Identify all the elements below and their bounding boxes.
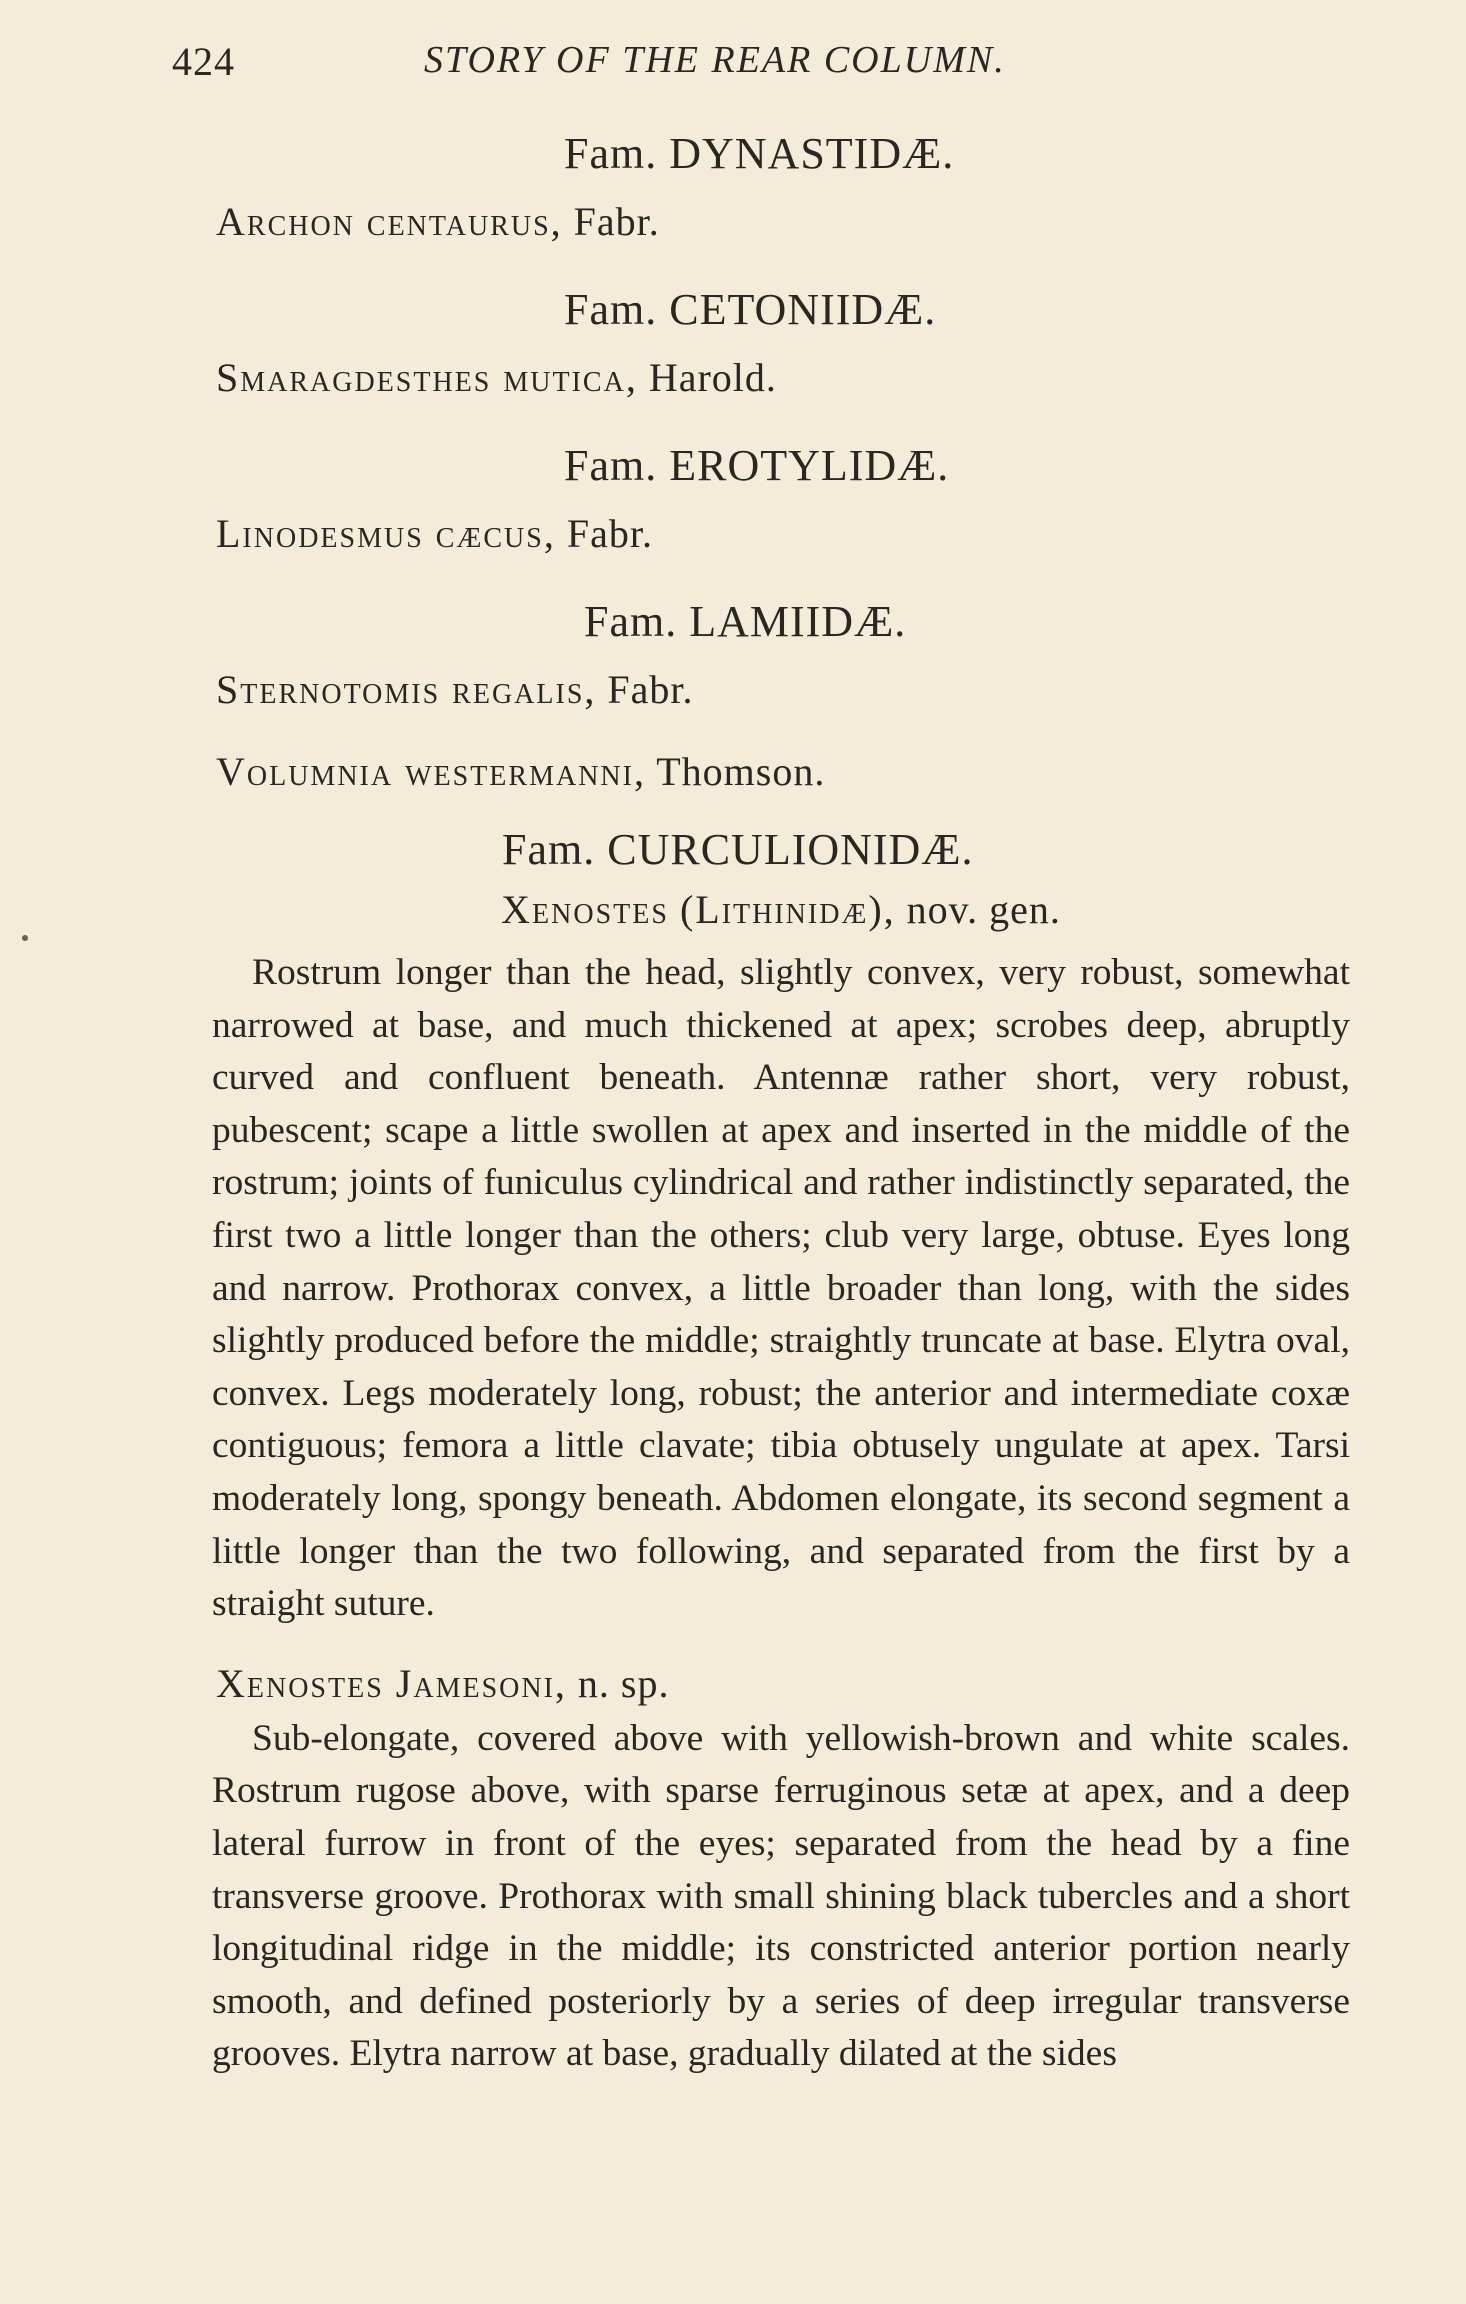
family-section <box>212 821 1350 2081</box>
running-title: STORY OF THE REAR COLUMN. <box>424 39 1006 81</box>
species-entry <box>212 745 1350 799</box>
family-section <box>212 593 1350 799</box>
species-name: Smaragdesthes mutica, <box>216 355 638 400</box>
genus-status: nov. gen. <box>906 887 1061 932</box>
species-name: Volumnia westermanni, <box>216 749 646 794</box>
genus-group: (Lithinidæ), <box>679 887 896 932</box>
species-author: Harold. <box>648 355 777 400</box>
species-entry <box>212 507 1350 561</box>
species-entry <box>212 663 1350 717</box>
species-author: Thomson. <box>656 749 826 794</box>
species-entry <box>212 195 1350 249</box>
page-number: 424 <box>172 39 235 84</box>
species-description: Sub-elongate, covered above with yellowish-brown and white scales. Rostrum rugose above, with sparse ferruginous setæ at apex, and a deep lateral furrow in front of the eyes; separated from the head by a fine transverse groove. Prothorax with small shining black tubercles and a short longitudinal ridge in the middle; its constricted anterior portion nearly smooth, and defined posteriorly by a series of deep irregular transverse grooves. Elytra narrow at base, gradually dilated at the sides <box>212 1717 1350 2075</box>
family-section <box>212 437 1350 561</box>
species-status: n. sp. <box>577 1660 670 1706</box>
genus-description: Rostrum longer than the head, slightly convex, very robust, somewhat narrowed at base, and much thickened at apex; scrobes deep, abruptly curved and confluent beneath. Antennæ rather short, very robust, pubescent; scape a little swollen at apex and inserted in the middle of the rostrum; joints of funiculus cylindrical and rather indistinctly separated, the first two a little longer than the others; club very large, obtuse. Eyes long and narrow. Prothorax convex, a little broader than long, with the sides slightly produced before the middle; straightly truncate at base. Elytra oval, convex. Legs moderately long, robust; the anterior and intermediate coxæ contiguous; femora a little clavate; tibia obtusely ungulate at apex. Tarsi moderately long, spongy beneath. Abdomen elongate, its second segment a little longer than the two following, and separated from the first by a straight suture. <box>212 952 1350 1625</box>
running-head <box>172 38 1314 98</box>
family-heading: Fam. LAMIIDÆ. <box>584 597 907 646</box>
family-heading: Fam. CETONIIDÆ. <box>564 285 937 334</box>
species-author: Fabr. <box>573 199 660 244</box>
species-author: Fabr. <box>566 511 653 556</box>
species-name: Archon centaurus, <box>216 199 563 244</box>
family-section <box>212 281 1350 405</box>
species-name: Linodesmus cæcus, <box>216 511 556 556</box>
page-body <box>212 125 1350 2081</box>
species-heading <box>212 1657 1350 1711</box>
family-heading: Fam. DYNASTIDÆ. <box>564 129 955 178</box>
species-name: Xenostes Jamesoni, <box>216 1660 567 1706</box>
genus-heading <box>212 883 1350 937</box>
family-heading: Fam. CURCULIONIDÆ. <box>502 825 974 874</box>
family-section <box>212 125 1350 249</box>
species-name: Sternotomis regalis, <box>216 667 597 712</box>
genus-name: Xenostes <box>501 887 669 932</box>
species-author: Fabr. <box>607 667 694 712</box>
family-heading: Fam. EROTYLIDÆ. <box>564 441 950 490</box>
paper-speck <box>22 935 28 941</box>
species-entry <box>212 351 1350 405</box>
